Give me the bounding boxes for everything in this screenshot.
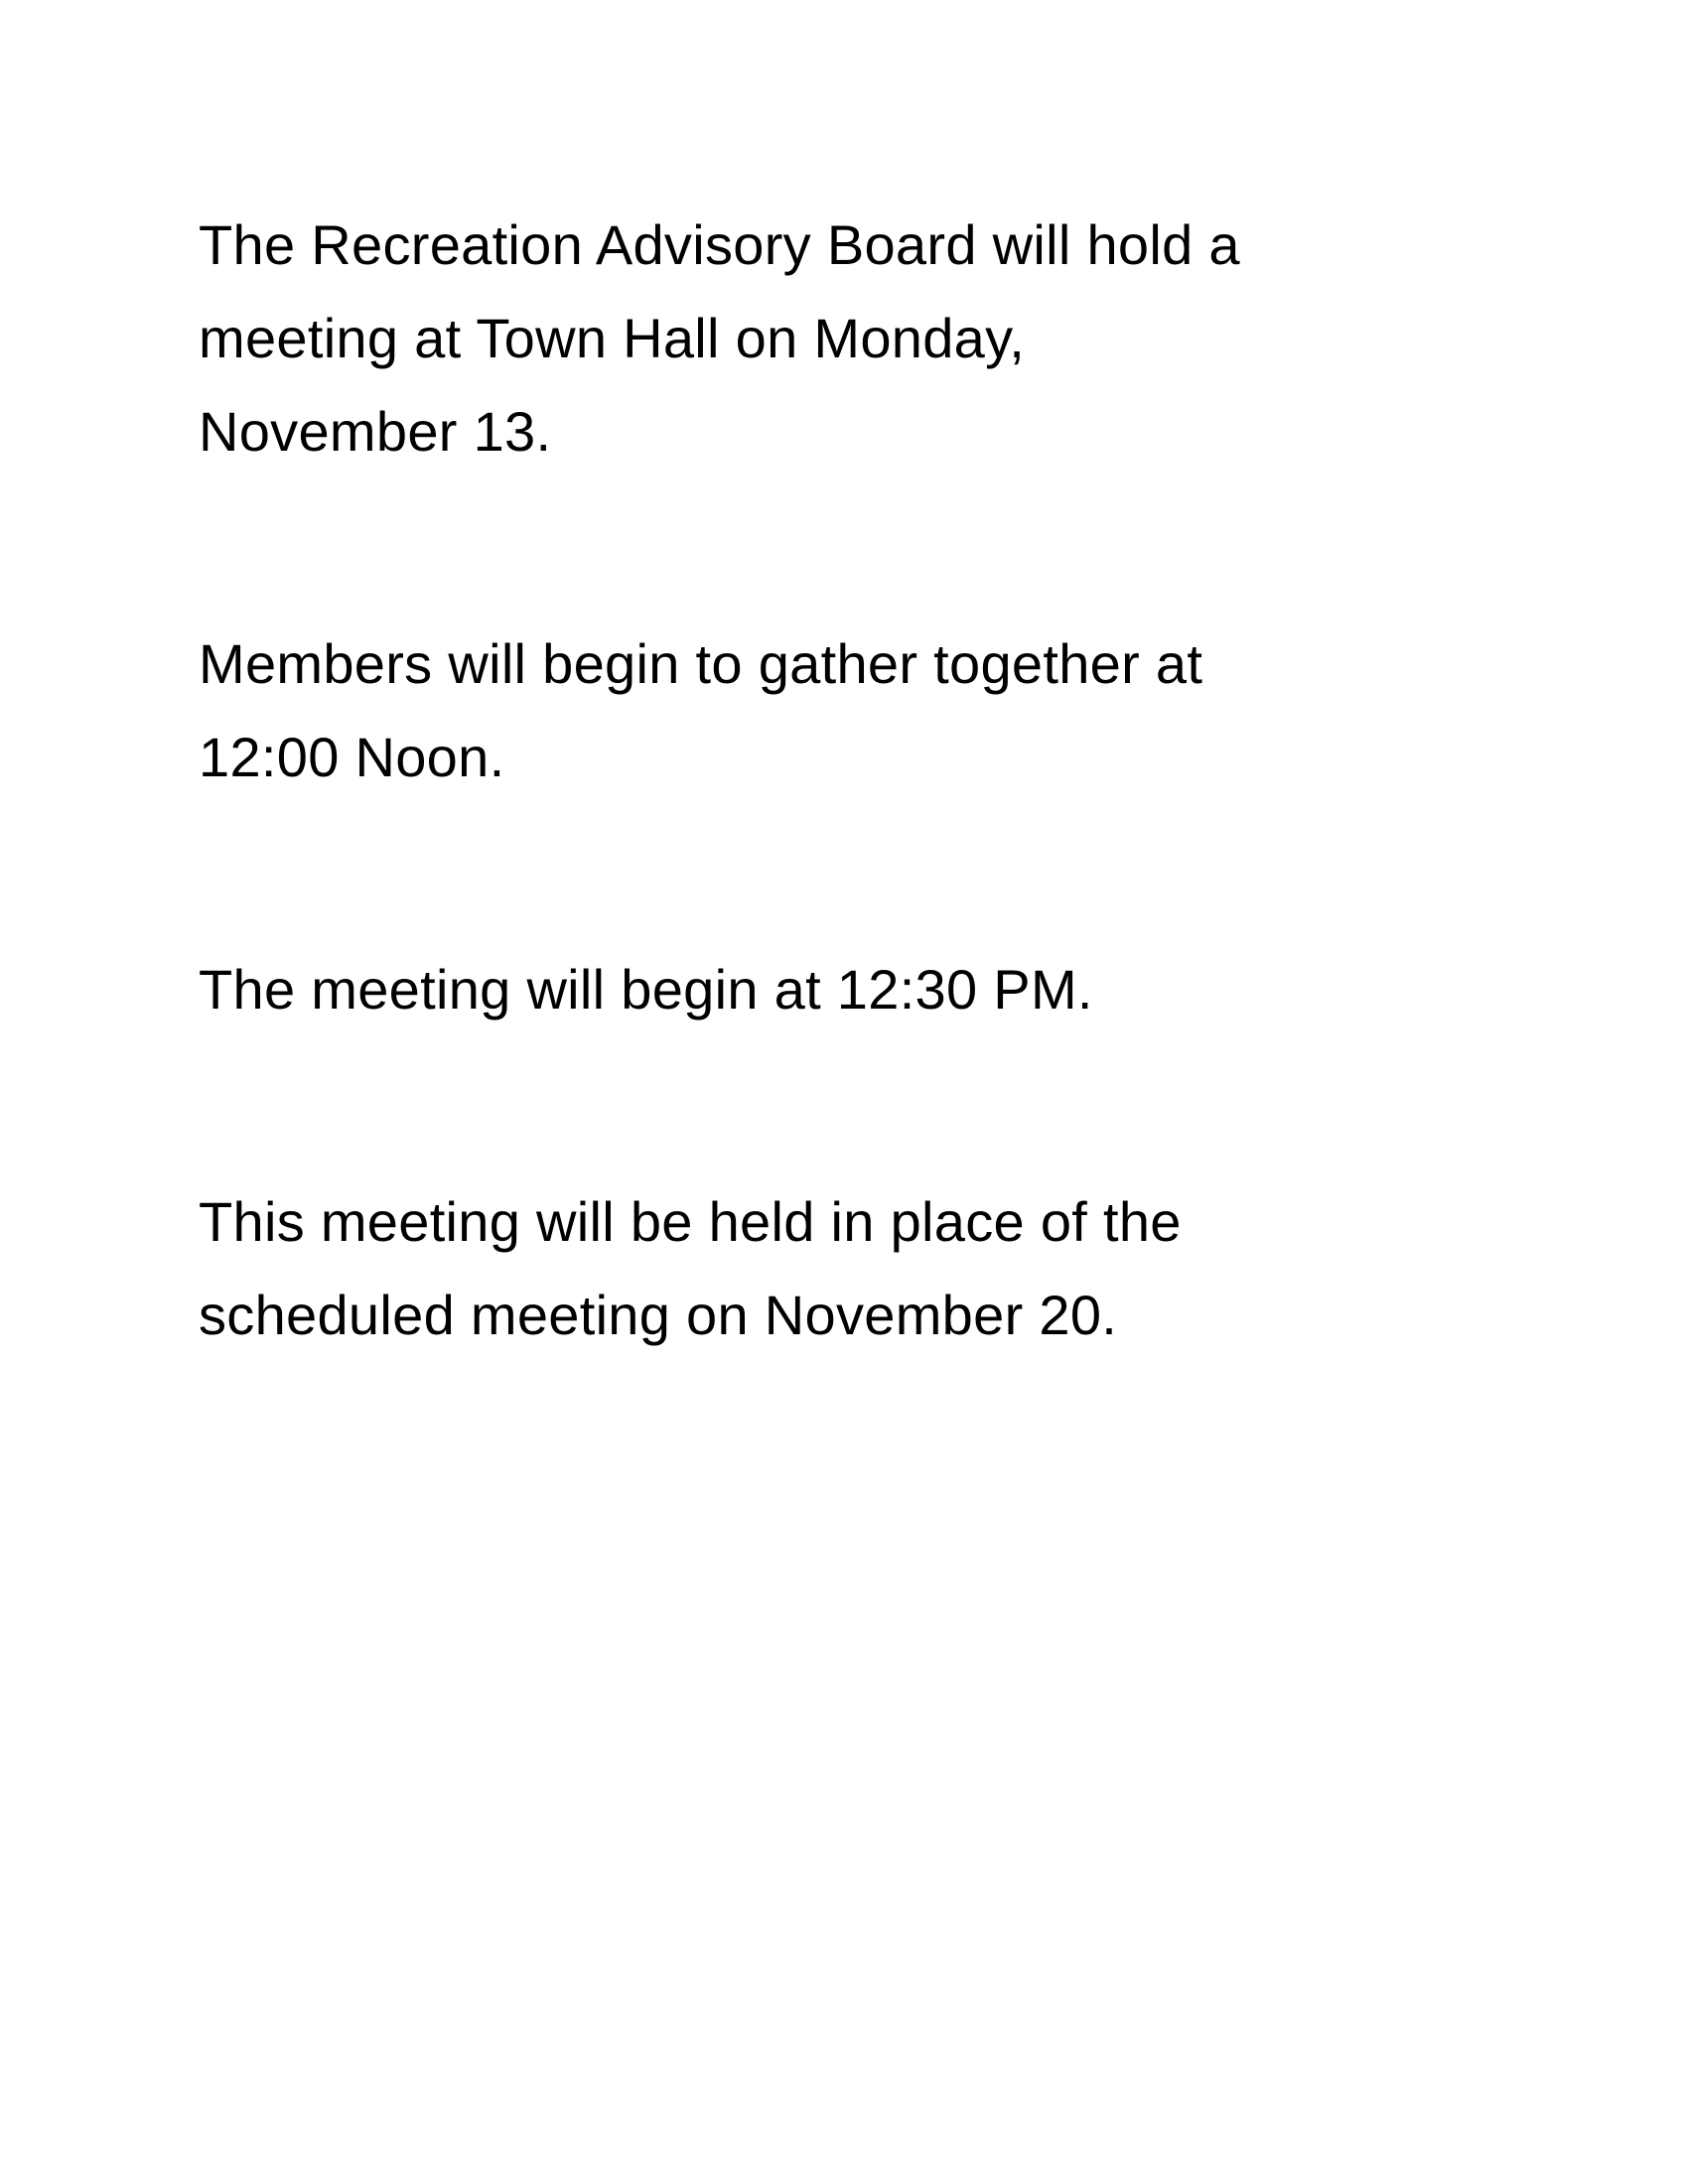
paragraph-meeting-announcement	[199, 199, 1489, 478]
notice-body	[199, 199, 1489, 1501]
text-line: November 13.	[199, 400, 552, 463]
text-line: 12:00 Noon.	[199, 726, 505, 788]
text-line: meeting at Town Hall on Monday,	[199, 307, 1026, 369]
text-line: scheduled meeting on November 20.	[199, 1284, 1118, 1346]
text-line: The Recreation Advisory Board will hold a	[199, 213, 1240, 276]
text-line: Members will begin to gather together at	[199, 632, 1203, 695]
paragraph-gathering-time	[199, 617, 1489, 804]
paragraph-replacement-note	[199, 1175, 1489, 1362]
text-line: The meeting will begin at 12:30 PM.	[199, 958, 1093, 1021]
paragraph-start-time	[199, 943, 1489, 1036]
text-line: This meeting will be held in place of the	[199, 1190, 1182, 1253]
